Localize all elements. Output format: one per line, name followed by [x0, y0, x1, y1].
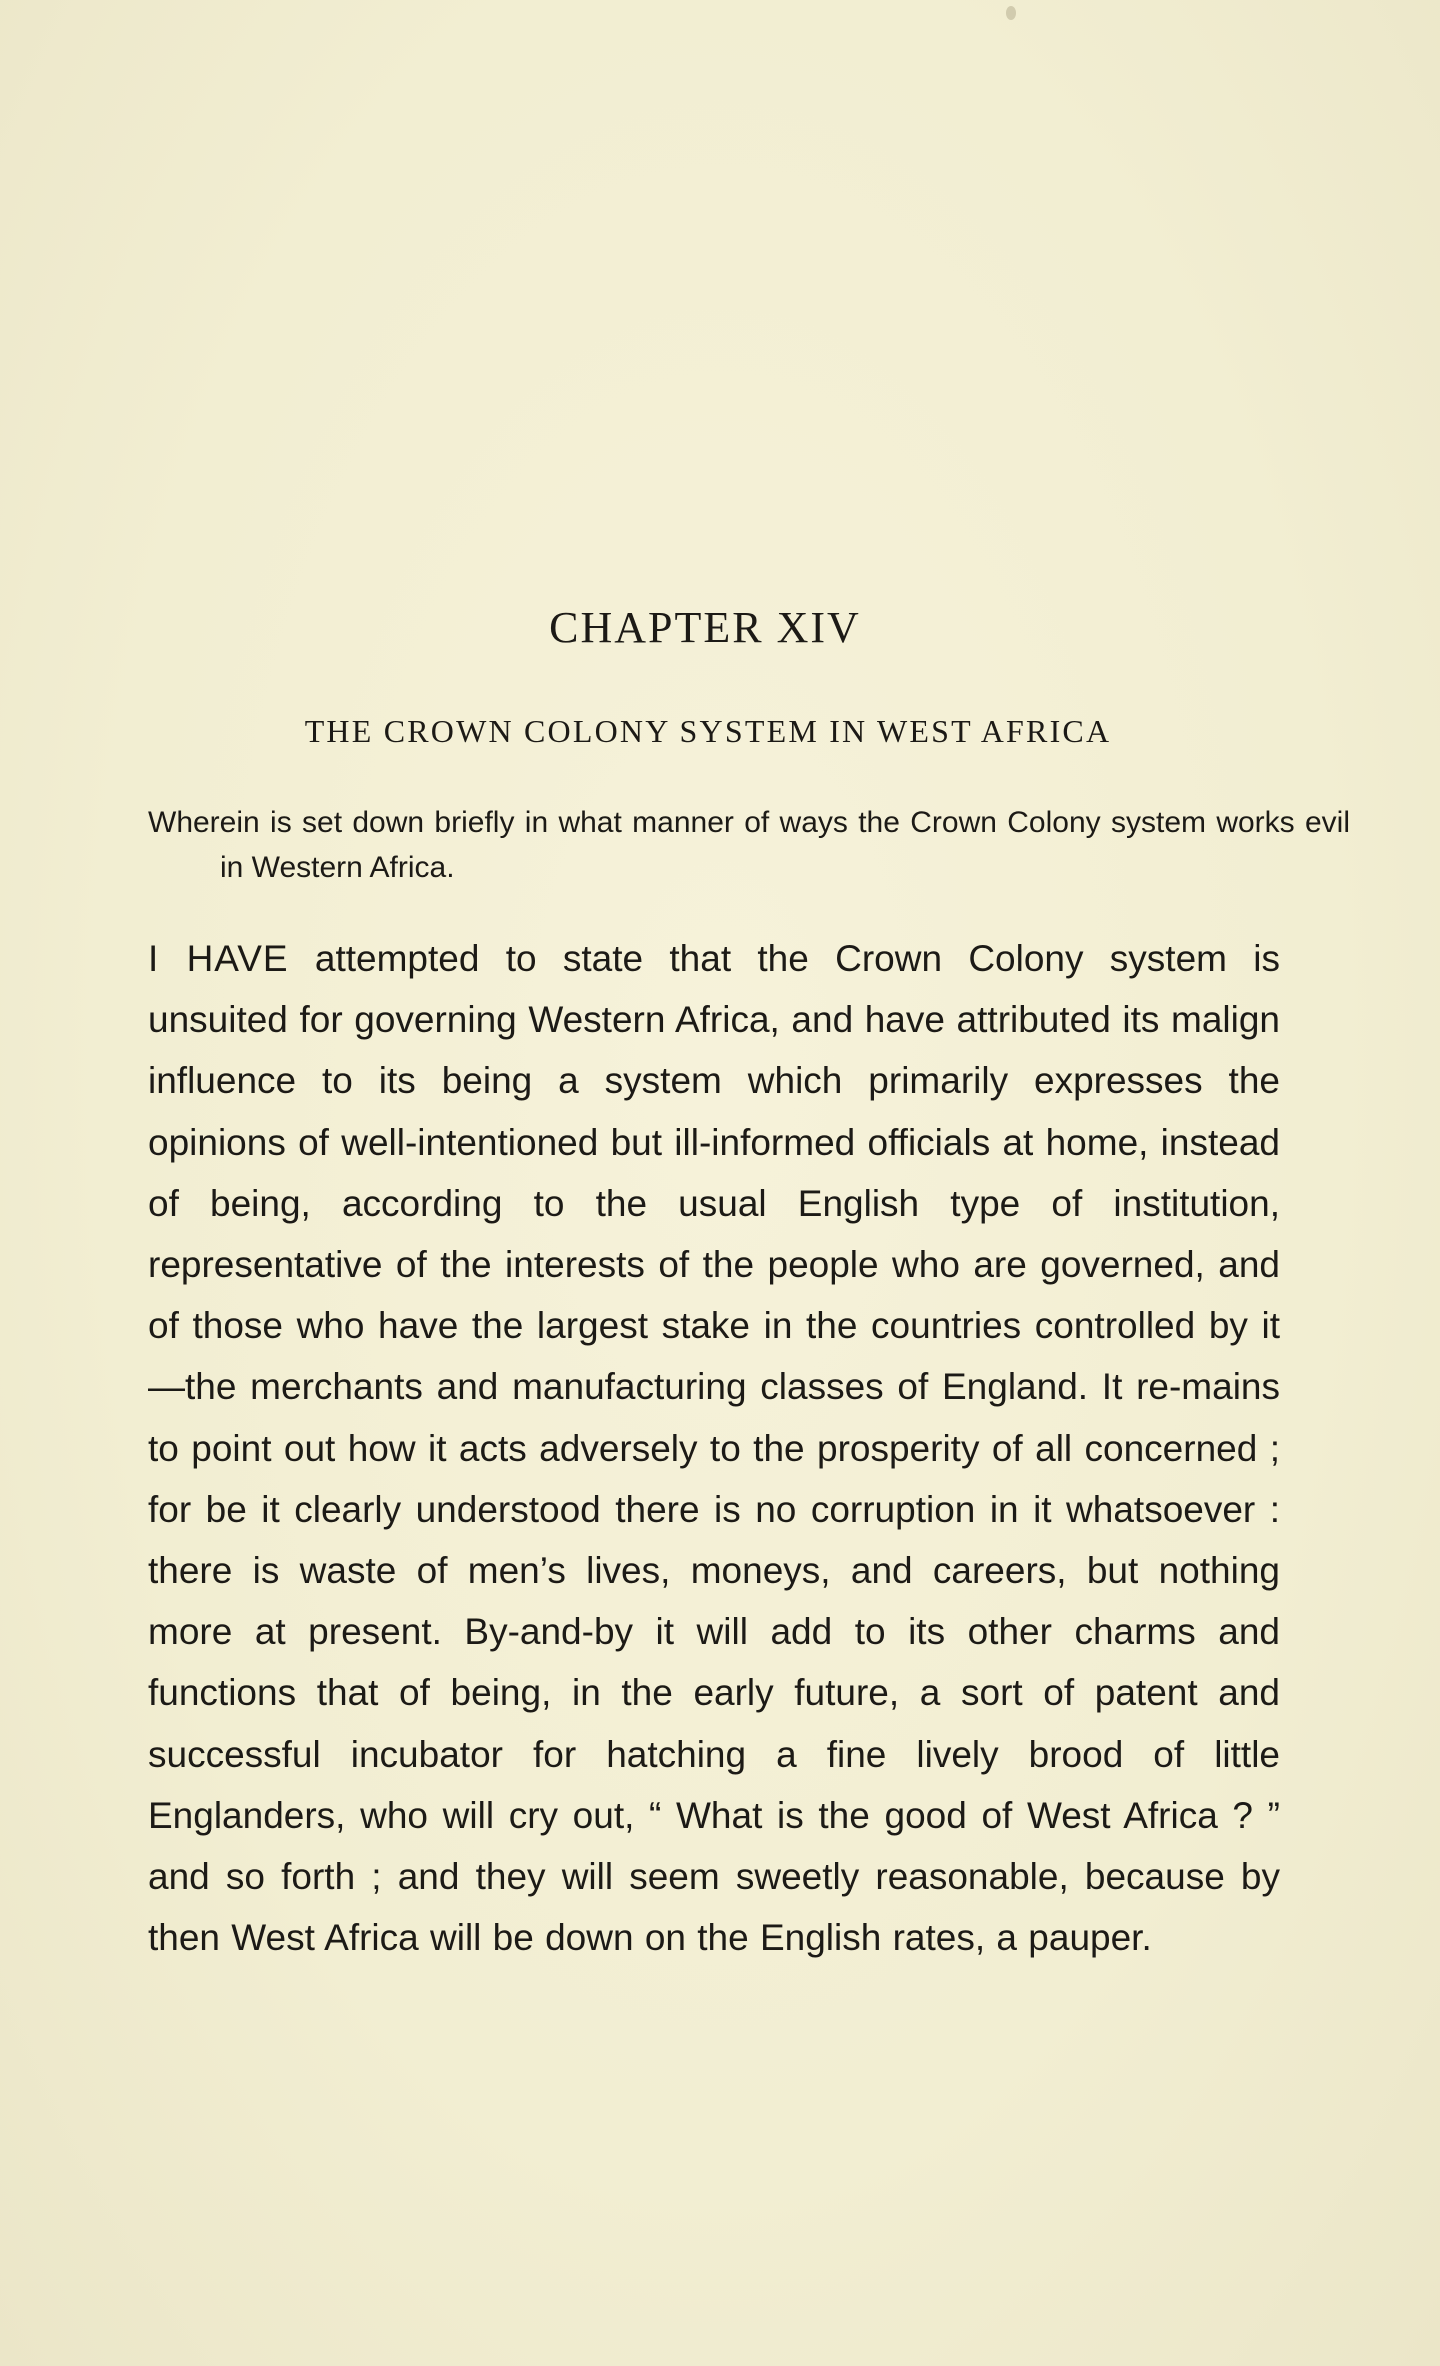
chapter-title: CHAPTER XIV — [549, 603, 861, 652]
chapter-summary: Wherein is set down briefly in what manner of ways the Crown Colony system works evil in Western Africa. — [148, 806, 1350, 884]
body-paragraph — [148, 928, 1280, 1968]
page-blemish — [1006, 6, 1016, 20]
opening-small-caps: I HAVE — [148, 938, 289, 979]
paragraph-text: attempted to state that the Crown Colony system is unsuited for governing Western Africa, and have attributed its malign influence to its being a system which primarily expresses the opinions of well-intentioned but ill-informed officials at home, instead of being, according to the usual English type of institution, representative of the interests of the people who are governed, and of those who have the largest stake in the countries controlled by it—the merchants and manufacturing classes of England. It re-mains to point out how it acts adversely to the prosperity of all concerned ; for be it clearly understood there is no corruption in it whatsoever : there is waste of men’s lives, moneys, and careers, but nothing more at present. By-and-by it will add to its other charms and functions that of being, in the early future, a sort of patent and successful incubator for hatching a fine lively brood of little Englanders, who will cry out, “ What is the good of West Africa ? ” and so forth ; and they will seem sweetly reasonable, because by then West Africa will be down on the English rates, a pauper. — [148, 938, 1280, 1959]
reverse-page-bleed-through — [150, 100, 1290, 560]
chapter-subtitle: THE CROWN COLONY SYSTEM IN WEST AFRICA — [304, 713, 1112, 749]
